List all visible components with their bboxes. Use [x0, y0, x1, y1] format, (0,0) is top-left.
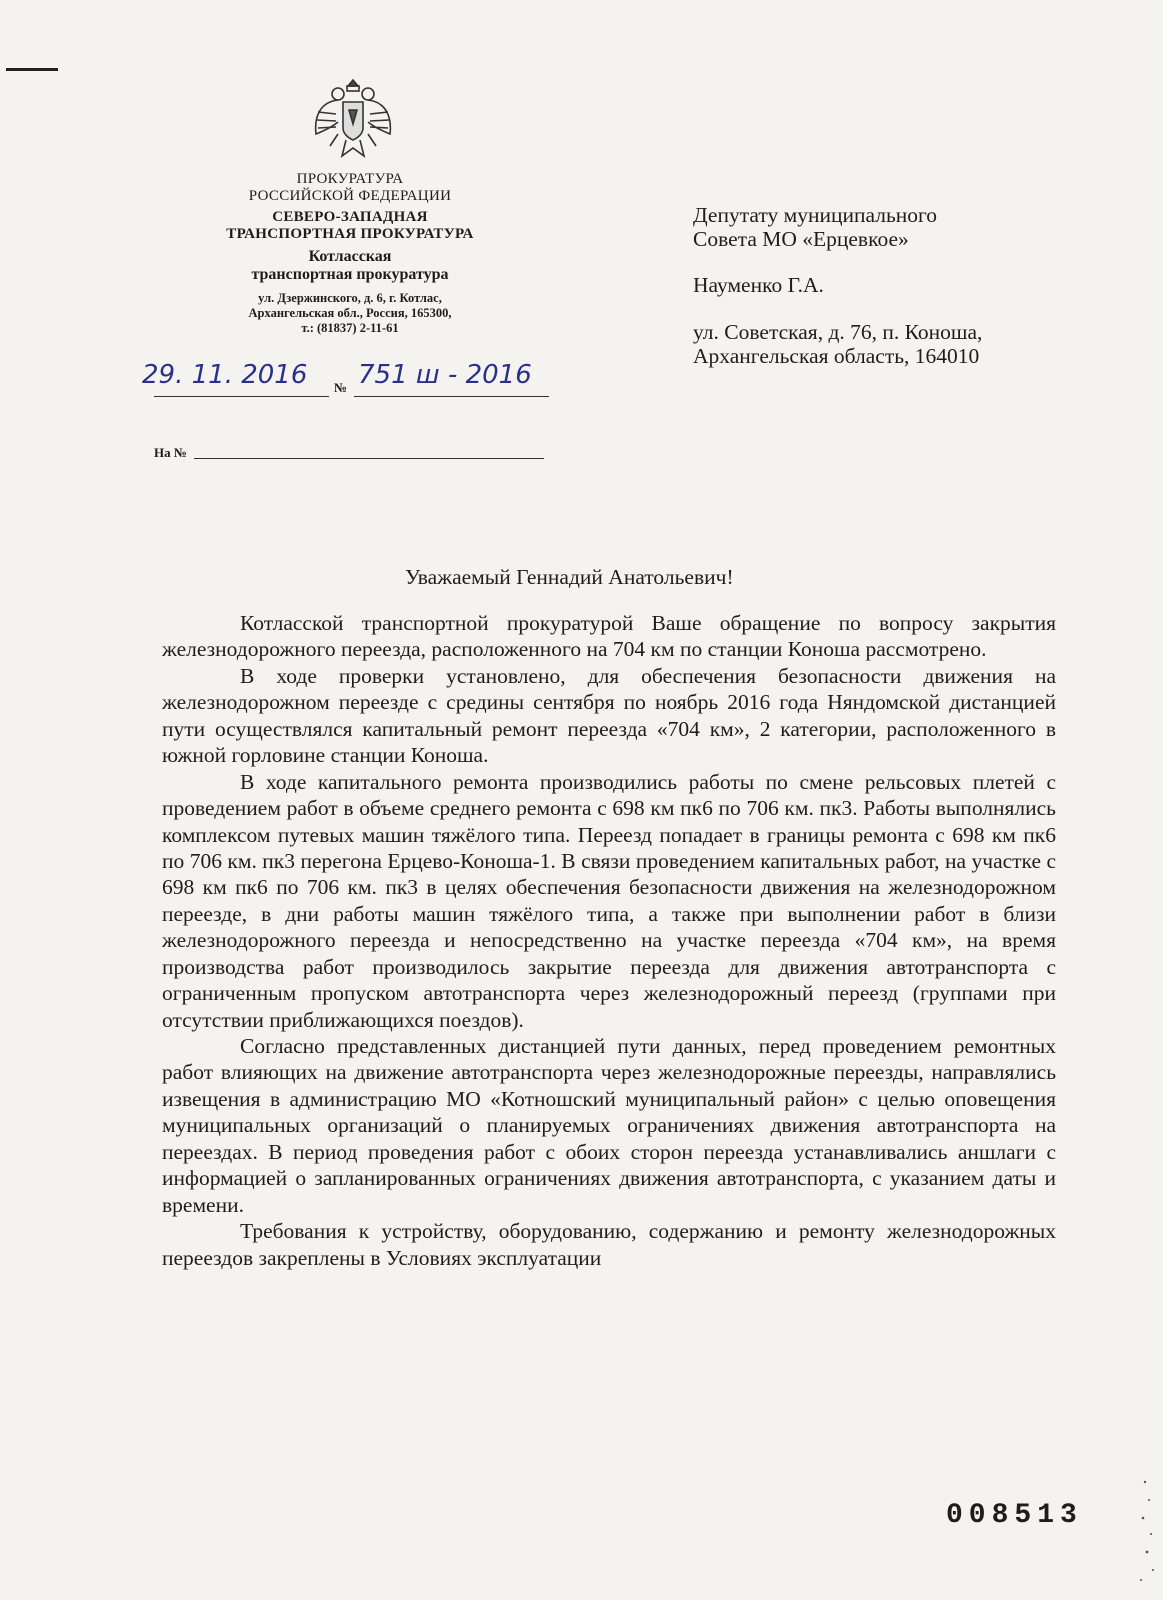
reference-line — [154, 444, 546, 462]
recipient-name: Науменко Г.А. — [693, 273, 824, 298]
letter-body — [162, 610, 1056, 1271]
registration-number-field — [354, 360, 549, 397]
handwritten-number: 751 ш - 2016 — [358, 360, 532, 390]
sender-block — [150, 171, 550, 336]
address-line-1: ул. Дзержинского, д. 6, г. Котлас, — [258, 290, 442, 305]
recipient-address-1: ул. Советская, д. 76, п. Коноша, — [693, 319, 983, 344]
recipient-line-2: Совета МО «Ерцевкое» — [693, 226, 909, 251]
address-line-3: т.: (81837) 2-11-61 — [301, 320, 399, 335]
body-paragraph: В ходе проверки установлено, для обеспечения безопасности движения на железнодорожном переезде с средины сентября по ноябрь 2016 года Няндомской дистанцией пути осуществлялся капитальный ремонт переезда «704 км», 2 категории, расположенного в южной горловине станции Коноша. — [162, 663, 1056, 768]
page-corner-mark — [6, 68, 58, 71]
registration-line — [142, 360, 549, 406]
recipient-block — [693, 204, 1133, 368]
reference-underline — [194, 458, 544, 459]
coat-of-arms-emblem — [308, 72, 398, 164]
org-line-3: СЕВЕРО-ЗАПАДНАЯ — [272, 208, 428, 225]
recipient-line-1: Депутату муниципального — [693, 203, 938, 227]
handwritten-date: 29. 11. 2016 — [142, 360, 308, 390]
body-paragraph: Котласской транспортной прокуратурой Ваше обращение по вопросу закрытия железнодорожного переезда, расположенного на 704 км по станции Коноша рассмотрено. — [162, 611, 1056, 662]
scan-edge-noise — [1123, 1470, 1163, 1590]
salutation: Уважаемый Геннадий Анатольевич! — [405, 565, 734, 589]
body-paragraph: Требования к устройству, оборудованию, содержанию и ремонту железнодорожных переездов закреплены в Условиях эксплуатации — [162, 1219, 1056, 1270]
org-line-4: ТРАНСПОРТНАЯ ПРОКУРАТУРА — [226, 225, 474, 242]
org-line-6: транспортная прокуратура — [251, 266, 449, 284]
org-line-5: Котласская — [308, 248, 392, 265]
org-line-1: ПРОКУРАТУРА — [296, 171, 404, 187]
body-paragraph: Согласно представленных дистанцией пути данных, перед проведением ремонтных работ влияющих на движение автотранспорта через железнодорожные переезды, направлялись извещения в администрацию МО «Котношский муниципальный район» с целью оповещения муниципальных организаций о планируемых ограничениях движения автотранспорта на переездах. В период проведения работ с обоих сторон переезда устанавливались аншлаги с информацией о запланированных ограничениях движения автотранспорта, с указанием даты и времени. — [162, 1034, 1056, 1217]
number-label: № — [334, 380, 348, 395]
body-paragraph: В ходе капитального ремонта производились работы по смене рельсовых плетей с проведением работ в объеме среднего ремонта с 698 км пк6 по 706 км. пк3. Работы выполнялись комплексом путевых машин тяжёлого типа. Переезд попадает в границы ремонта с 698 км пк6 по 706 км. пк3 перегона Ерцево-Коноша-1. В связи проведением капитальных работ, на участке с 698 км пк6 по 706 км. пк3 в целях обеспечения безопасности движения на железнодорожном переезде, в дни работы машин тяжёлого типа, а также при выполнении работ в близи железнодорожного переезда и непосредственно на участке переезда «704 км», на время производства работ производилось закрытие переезда для движения автотранспорта с ограниченным пропуском автотранспорта через железнодорожный переезд (группами при отсутствии приближающихся поездов). — [162, 769, 1056, 1032]
address-line-2: Архангельская обл., Россия, 165300, — [248, 305, 452, 320]
recipient-address-2: Архангельская область, 164010 — [693, 343, 980, 368]
reference-label: На № — [154, 445, 187, 460]
document-serial-number: 008513 — [946, 1500, 1083, 1531]
registration-date-field — [142, 360, 329, 397]
org-line-2: РОССИЙСКОЙ ФЕДЕРАЦИИ — [248, 188, 452, 205]
